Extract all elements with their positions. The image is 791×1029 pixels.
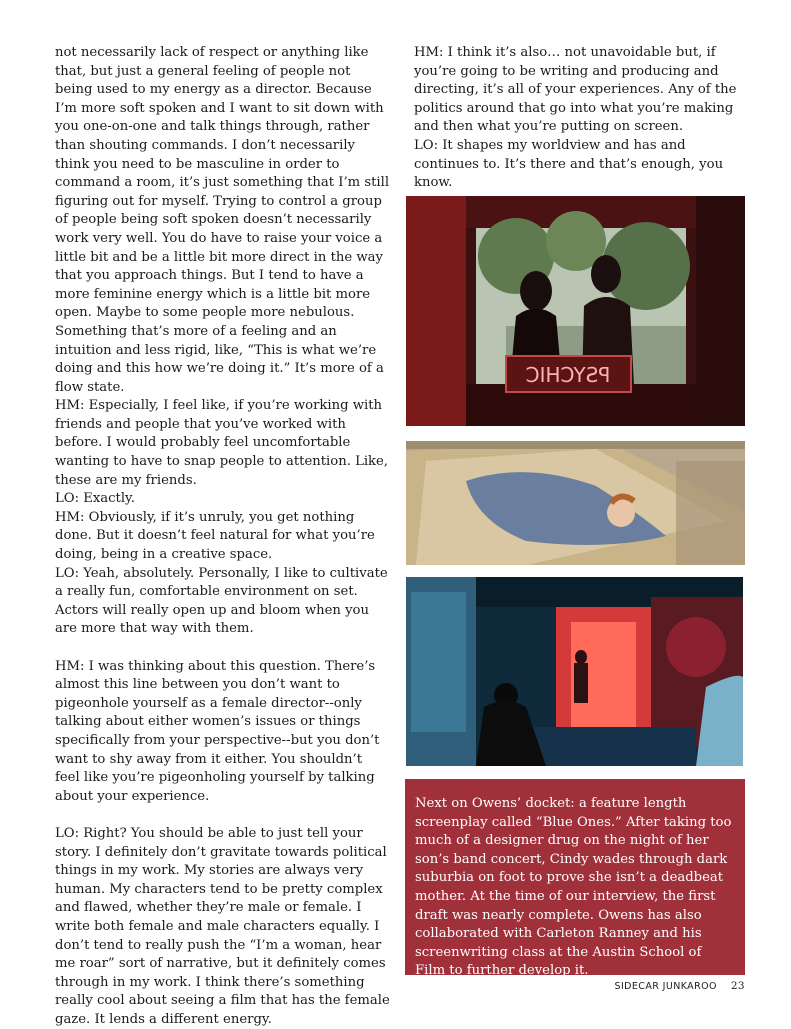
paragraph: LO: It shapes my worldview and has and continues to. It’s there and that’s enough, you know. — [414, 137, 724, 191]
page-number: 23 — [730, 980, 745, 992]
paragraph: LO: Right? You should be able to just tell your story. I definitely don’t gravitate towards political things in my work. My stories are always very human. My characters tend to be pretty complex and flawed, whether they’re male or female. I write both female and male characters equally. I don’t tend to really push the “I’m a woman, hear me roar” sort of narrative, but it definitely comes through in my work. I think there’s something really cool about seeing a film that has the female gaze. It lends a different energy. — [55, 825, 390, 1027]
paragraph: HM: Obviously, if it’s unruly, you get nothing done. But it doesn’t feel natural for what you’re doing, being in a creative space. — [55, 509, 375, 563]
right-text-column — [414, 44, 744, 193]
paragraph: HM: I think it’s also… not unavoidable but, if you’re going to be writing and producing and directing, it’s all of your experiences. Any of the politics around that go into what you’re making and then what you’re putting on screen. — [414, 45, 737, 135]
paragraph: HM: Especially, I feel like, if you’re working with friends and people that you’ve worked with before. I would probably feel uncomfortable wanting to have to snap people to attention. Like, these are my friends. — [55, 398, 389, 488]
photo-illustrated-card — [406, 441, 745, 565]
paragraph: HM: I was thinking about this question. There’s almost this line between you don’t want to pigeonhole yourself as a female director--only talking about either women’s issues or things specifically from your perspective--but you don’t want to shy away from it either. You shouldn’t feel like you’re pigeonholing yourself by talking about your experience. — [55, 658, 380, 804]
paragraph: LO: Exactly. — [55, 491, 135, 507]
psychic-sign-text: PSYCHIC — [525, 363, 611, 387]
paragraph: not necessarily lack of respect or anything like that, but just a general feeling of people not being used to my energy as a director. Because I’m more soft spoken and I want to sit down with you one-on-one and talk things through, rather than shouting commands. I don’t necessarily think you need to be masculine in order to command a room, it’s just something that I’m still figuring out for myself. Trying to control a group of people being soft spoken doesn’t necessarily work very well. You do have to raise your voice a little bit and be a little bit more direct in the way that you approach things. But I tend to have a more feminine energy which is a little bit more open. Maybe to some people more nebulous. Something that’s more of a feeling and an intuition and less rigid, like, “This is what we’re doing and this how we’re doing it.” It’s more of a flow state. — [55, 45, 390, 395]
photo-night-porch-set — [406, 577, 743, 766]
sidebar-box — [405, 779, 745, 979]
photo-window-psychic-sign — [406, 196, 745, 426]
paragraph: LO: Yeah, absolutely. Personally, I like to cultivate a really fun, comfortable environment on set. Actors will really open up and bloom when you are more that way with them. — [55, 565, 388, 637]
sidebar-text: Next on Owens’ docket: a feature length screenplay called “Blue Ones.” After taking too much of a designer drug on the night of her son’s band concert, Cindy wades through dark suburbia on foot to prove she isn’t a deadbeat mother. At the time of our interview, the first draft was nearly complete. Owens has also collaborated with Carleton Ranney and his screenwriting class at the Austin School of Film to further develop it. — [415, 796, 732, 979]
page-footer — [615, 980, 745, 992]
publication-name: SIDECAR JUNKAROO — [614, 981, 717, 992]
left-text-column — [55, 44, 390, 1029]
